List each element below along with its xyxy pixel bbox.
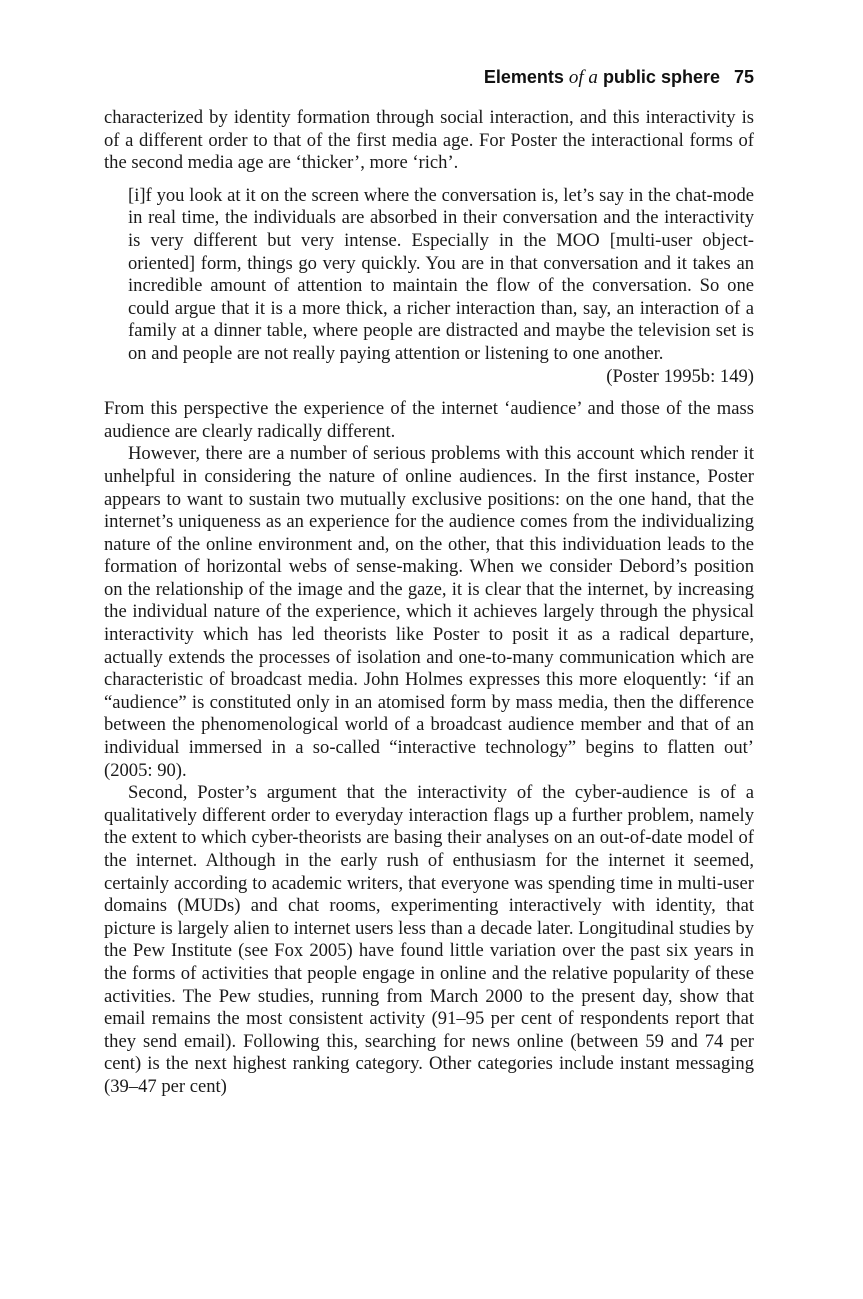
running-head-title-italic: of a	[568, 67, 598, 88]
paragraph-however: However, there are a number of serious problems with this account which render it unhelpful in considering the nature of online audiences. In the first instance, Poster appears to want to sustain two mutually exclusive positions: on the one hand, that the internet’s uniqueness as an experience for the audience comes from the individualizing nature of the online environment and, on the other, that this individuation leads to the formation of horizontal webs of sense-making. When we consider Debord’s position on the relationship of the image and the gaze, it is clear that the internet, by increasing the individual nature of the experience, which it achieves largely through the physical interactivity which has led theorists like Poster to posit it as a radical departure, actually extends the processes of isolation and one-to-many communication which are characteristic of broadcast media. John Holmes expresses this more eloquently: ‘if an “audience” is constituted only in an atomised form by mass media, then the difference between the phenomenological world of a broadcast audience member and that of an individual immersed in a so-called “interactive technology” begins to flatten out’ (2005: 90).	[104, 443, 754, 781]
block-quote-citation: (Poster 1995b: 149)	[606, 365, 754, 387]
running-head-title-end: public sphere	[597, 67, 720, 87]
book-page	[104, 64, 754, 1099]
paragraph-continuation: characterized by identity formation through social interaction, and this interactivity is of a different order to that of the first media age. For Poster the interactional forms of the second media age are ‘thicker’, more ‘rich’.	[104, 107, 754, 174]
paragraph-second: Second, Poster’s argument that the interactivity of the cyber-audience is of a qualitatively different order to everyday interaction flags up a further problem, namely the extent to which cyber-theorists are basing their analyses on an out-of-date model of the internet. Although in the early rush of enthusiasm for the internet it seemed, certainly according to academic writers, that everyone was spending time in multi-user domains (MUDs) and chat rooms, experimenting interactively with identity, that picture is largely alien to internet users less than a decade later. Longitudinal studies by the Pew Institute (see Fox 2005) have found little variation over the past six years in the forms of activities that people engage in online and the relative popularity of these activities. The Pew studies, running from March 2000 to the present day, show that email remains the most consistent activity (91–95 per cent of respondents report that they send email). Following this, searching for news online (between 59 and 74 per cent) is the next highest ranking category. Other categories include instant messaging (39–47 per cent)	[104, 782, 754, 1097]
running-head	[104, 64, 754, 91]
running-head-title-start: Elements	[483, 67, 569, 87]
block-quote-text: [i]f you look at it on the screen where the conversation is, let’s say in the chat-mode in real time, the individuals are absorbed in their conversation and the interactivity is very different but very intense. Especially in the MOO [multi-user object-oriented] form, things go very quickly. You are in that conversation and it takes an incredible amount of attention to maintain the flow of the conversation. So one could argue that it is a more thick, a richer interaction than, say, an interaction of a family at a dinner table, where people are distracted and maybe the television set is on and people are not really paying attention or listening to one another.	[128, 184, 754, 364]
block-quote	[128, 185, 754, 388]
paragraph-perspective: From this perspective the experience of the internet ‘audience’ and those of the mass audience are clearly radically different.	[104, 398, 754, 442]
page-number: 75	[733, 67, 754, 87]
